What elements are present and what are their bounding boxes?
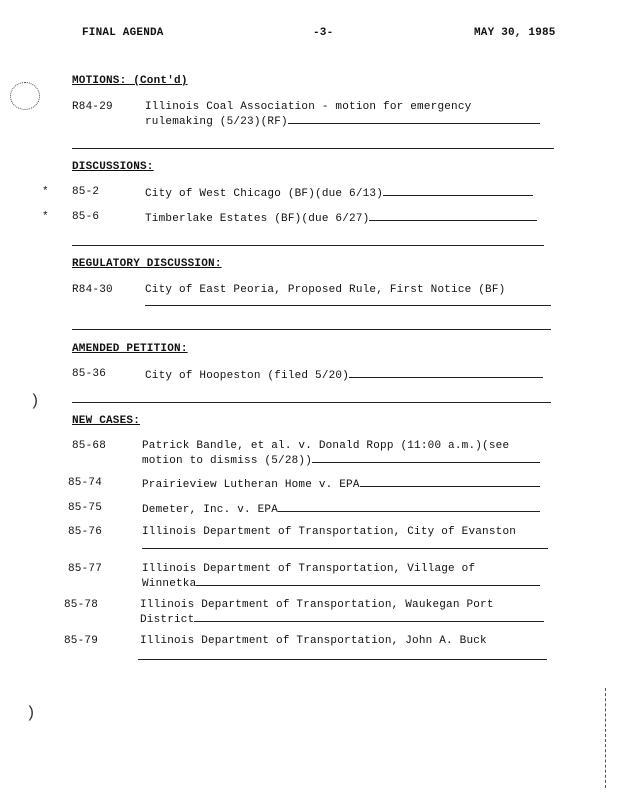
section-separator [72,148,554,149]
item-text-line1: Illinois Department of Transportation, City of Evanston [142,526,517,538]
punch-hole-mark [10,82,40,110]
item-number: 85-6 [72,211,100,223]
item-number: 85-76 [68,526,103,538]
item-text: Demeter, Inc. v. EPA [142,504,279,516]
section-heading-motions: MOTIONS: (Cont'd) [72,75,188,87]
section-separator [72,329,551,330]
item-text-line1 [145,368,543,382]
item-text-line2 [142,576,540,590]
item-number: R84-30 [72,284,113,296]
fill-line [383,186,533,196]
item-number: 85-75 [68,502,103,514]
item-number: 85-74 [68,477,103,489]
item-text-line1: Illinois Department of Transportation, Waukegan Port [140,599,494,611]
item-text: rulemaking (5/23)(RF) [145,116,288,128]
header-page-number: -3- [313,27,334,39]
fill-line [369,211,537,221]
fill-line [138,659,547,660]
scan-edge-mark [605,688,606,788]
section-heading-discussions: DISCUSSIONS: [72,161,154,173]
item-number: 85-68 [72,440,107,452]
item-text: District [140,614,195,626]
section-separator [72,245,544,246]
item-text-line2 [145,114,540,128]
item-number: R84-29 [72,101,113,113]
fill-line [194,612,544,622]
item-text-line1: Patrick Bandle, et al. v. Donald Ropp (11:00 a.m.)(see [142,440,510,452]
item-text: Winnetka [142,578,197,590]
item-text-line2 [142,453,540,467]
scan-mark: ) [26,704,36,722]
scan-mark: ) [30,392,40,410]
fill-line [278,502,540,512]
item-number: 85-78 [64,599,99,611]
item-text-line1 [142,477,540,491]
item-text: City of Hoopeston (filed 5/20) [145,370,350,382]
section-separator [72,402,551,403]
section-heading-regulatory: REGULATORY DISCUSSION: [72,258,222,270]
fill-line [312,453,540,463]
header-date: MAY 30, 1985 [474,27,556,39]
item-number: 85-77 [68,563,103,575]
priority-star: * [42,211,49,223]
item-text-line1 [142,502,540,516]
item-text-line1 [145,211,537,225]
item-text-line1: City of East Peoria, Proposed Rule, First Notice (BF) [145,284,506,296]
item-text: Timberlake Estates (BF)(due 6/27) [145,213,370,225]
item-text-line2 [140,612,544,626]
item-text-line1 [145,186,533,200]
item-text-line1: Illinois Department of Transportation, John A. Buck [140,635,487,647]
item-text: motion to dismiss (5/28)) [142,455,313,467]
fill-line [196,576,540,586]
item-text: City of West Chicago (BF)(due 6/13) [145,188,384,200]
item-text-line1: Illinois Department of Transportation, Village of [142,563,476,575]
fill-line [142,548,548,549]
fill-line [145,305,551,306]
item-text: Prairieview Lutheran Home v. EPA [142,479,360,491]
header-left: FINAL AGENDA [82,27,164,39]
fill-line [360,477,540,487]
item-number: 85-36 [72,368,107,380]
fill-line [349,368,543,378]
fill-line [288,114,540,124]
priority-star: * [42,186,49,198]
section-heading-amended-petition: AMENDED PETITION: [72,343,188,355]
item-number: 85-79 [64,635,99,647]
section-heading-new-cases: NEW CASES: [72,415,141,427]
item-number: 85-2 [72,186,100,198]
item-text-line1: Illinois Coal Association - motion for emergency [145,101,472,113]
